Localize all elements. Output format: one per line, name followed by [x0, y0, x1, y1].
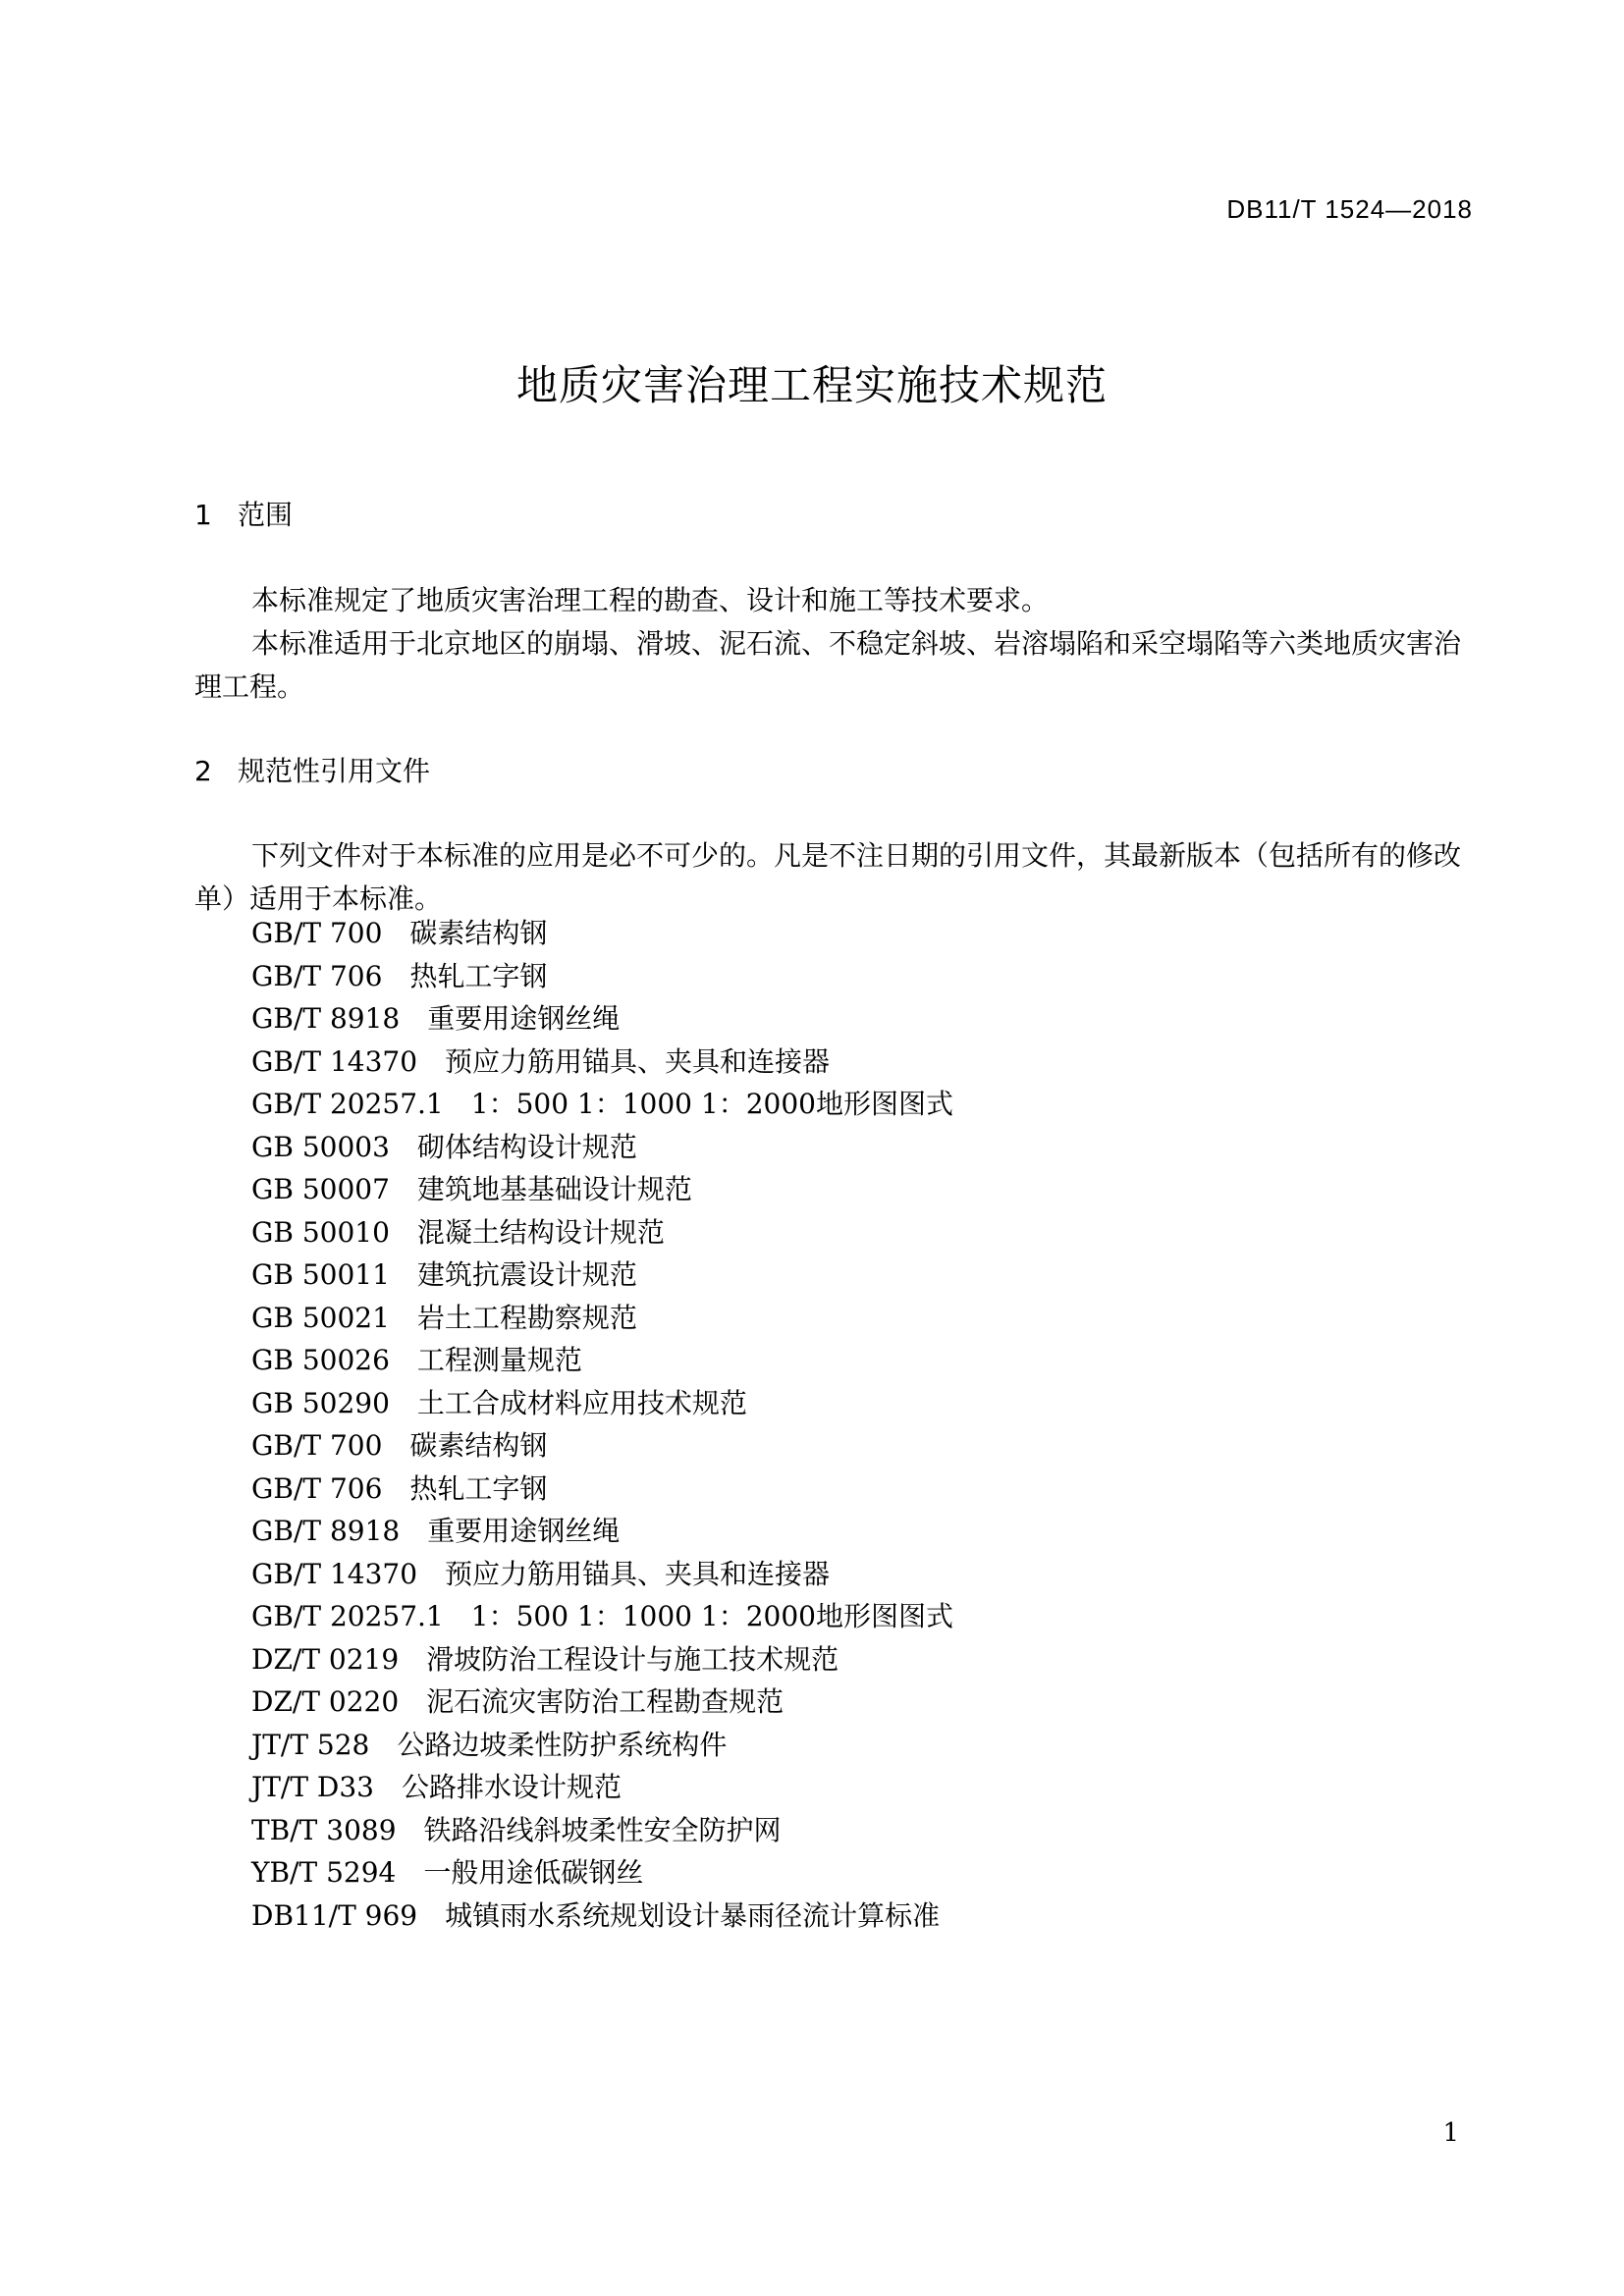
reference-item — [251, 1724, 953, 1767]
reference-title: 工程测量规范 — [416, 1344, 582, 1376]
reference-item — [251, 1126, 953, 1169]
reference-item — [251, 1553, 953, 1596]
reference-item — [251, 1041, 953, 1084]
reference-item — [251, 1638, 953, 1682]
reference-title: 预应力筋用锚具、夹具和连接器 — [445, 1557, 831, 1590]
reference-item — [251, 1595, 953, 1638]
reference-item — [251, 1168, 953, 1211]
reference-code: GB 50026 — [251, 1344, 390, 1376]
section-number: 1 — [194, 499, 212, 531]
reference-title: 1：500 1：1000 1：2000地形图图式 — [470, 1600, 953, 1632]
reference-item — [251, 1468, 953, 1511]
reference-code: TB/T 3089 — [251, 1813, 397, 1846]
reference-title: 混凝土结构设计规范 — [416, 1215, 665, 1249]
reference-item — [251, 1809, 953, 1852]
section-1-heading — [194, 494, 293, 533]
reference-code: DZ/T 0219 — [251, 1642, 400, 1676]
reference-list — [251, 912, 953, 1937]
reference-title: 一般用途低碳钢丝 — [423, 1856, 644, 1889]
reference-code: GB/T 8918 — [251, 1002, 401, 1035]
reference-title: 建筑地基基础设计规范 — [416, 1173, 692, 1205]
page-number: 1 — [1442, 2118, 1459, 2148]
reference-item — [251, 1681, 953, 1724]
reference-code: GB/T 20257.1 — [251, 1600, 444, 1632]
reference-code: GB 50290 — [251, 1386, 390, 1419]
reference-title: 岩土工程勘察规范 — [416, 1301, 637, 1334]
reference-title: 砌体结构设计规范 — [416, 1130, 637, 1163]
document-code: DB11/T 1524—2018 — [1226, 194, 1473, 224]
reference-title: 碳素结构钢 — [409, 1429, 548, 1462]
reference-code: GB/T 14370 — [251, 1557, 418, 1590]
reference-item — [251, 1766, 953, 1809]
reference-item — [251, 1424, 953, 1468]
reference-title: 泥石流灾害防治工程勘查规范 — [426, 1685, 785, 1718]
reference-code: YB/T 5294 — [251, 1856, 397, 1889]
reference-title: 热轧工字钢 — [409, 959, 548, 992]
reference-title: 滑坡防治工程设计与施工技术规范 — [426, 1642, 839, 1676]
section-1-body — [194, 579, 1475, 709]
reference-item — [251, 955, 953, 998]
section-title: 范围 — [238, 499, 294, 531]
reference-code: GB/T 8918 — [251, 1515, 401, 1547]
reference-item — [251, 997, 953, 1041]
reference-item — [251, 1382, 953, 1425]
reference-code: GB 50003 — [251, 1130, 390, 1163]
reference-title: 公路排水设计规范 — [402, 1771, 623, 1803]
reference-code: GB/T 700 — [251, 917, 383, 949]
reference-title: 土工合成材料应用技术规范 — [416, 1386, 747, 1419]
reference-code: JT/T D33 — [251, 1771, 374, 1803]
reference-title: 预应力筋用锚具、夹具和连接器 — [445, 1044, 831, 1078]
reference-code: DZ/T 0220 — [251, 1685, 400, 1718]
reference-code: DB11/T 969 — [251, 1898, 418, 1932]
reference-code: GB 50011 — [251, 1258, 390, 1291]
reference-item — [251, 1510, 953, 1553]
section-title: 规范性引用文件 — [238, 755, 431, 787]
reference-code: GB/T 14370 — [251, 1044, 418, 1078]
reference-item — [251, 912, 953, 955]
reference-item — [251, 1297, 953, 1340]
document-title: 地质灾害治理工程实施技术规范 — [515, 361, 1108, 409]
reference-title: 公路边坡柔性防护系统构件 — [397, 1728, 728, 1761]
paragraph: 本标准规定了地质灾害治理工程的勘查、设计和施工等技术要求。 — [251, 584, 1050, 616]
reference-code: GB/T 706 — [251, 1471, 383, 1505]
reference-code: GB 50007 — [251, 1173, 390, 1205]
reference-code: JT/T 528 — [251, 1728, 370, 1761]
reference-item — [251, 1339, 953, 1382]
reference-code: GB/T 20257.1 — [251, 1088, 444, 1120]
section-number: 2 — [194, 755, 212, 787]
section-2-body — [194, 834, 1475, 921]
reference-code: GB/T 700 — [251, 1429, 383, 1462]
reference-code: GB 50021 — [251, 1301, 390, 1334]
reference-title: 铁路沿线斜坡柔性安全防护网 — [423, 1813, 782, 1846]
reference-title: 建筑抗震设计规范 — [416, 1258, 637, 1291]
reference-title: 城镇雨水系统规划设计暴雨径流计算标准 — [445, 1898, 941, 1932]
reference-code: GB 50010 — [251, 1215, 390, 1249]
reference-title: 1：500 1：1000 1：2000地形图图式 — [470, 1088, 953, 1120]
reference-title: 热轧工字钢 — [409, 1471, 548, 1505]
reference-title: 重要用途钢丝绳 — [427, 1002, 621, 1035]
reference-item — [251, 1083, 953, 1126]
reference-item — [251, 1211, 953, 1255]
reference-code: GB/T 706 — [251, 959, 383, 992]
reference-title: 碳素结构钢 — [409, 917, 548, 949]
section-2-heading — [194, 750, 430, 789]
reference-item — [251, 1851, 953, 1895]
reference-item — [251, 1895, 953, 1938]
paragraph: 本标准适用于北京地区的崩塌、滑坡、泥石流、不稳定斜坡、岩溶塌陷和采空塌陷等六类地质灾害治理工程。 — [194, 627, 1462, 703]
paragraph: 下列文件对于本标准的应用是必不可少的。凡是不注日期的引用文件，其最新版本（包括所有的修改单）适用于本标准。 — [194, 839, 1462, 915]
reference-title: 重要用途钢丝绳 — [427, 1515, 621, 1547]
reference-item — [251, 1254, 953, 1297]
